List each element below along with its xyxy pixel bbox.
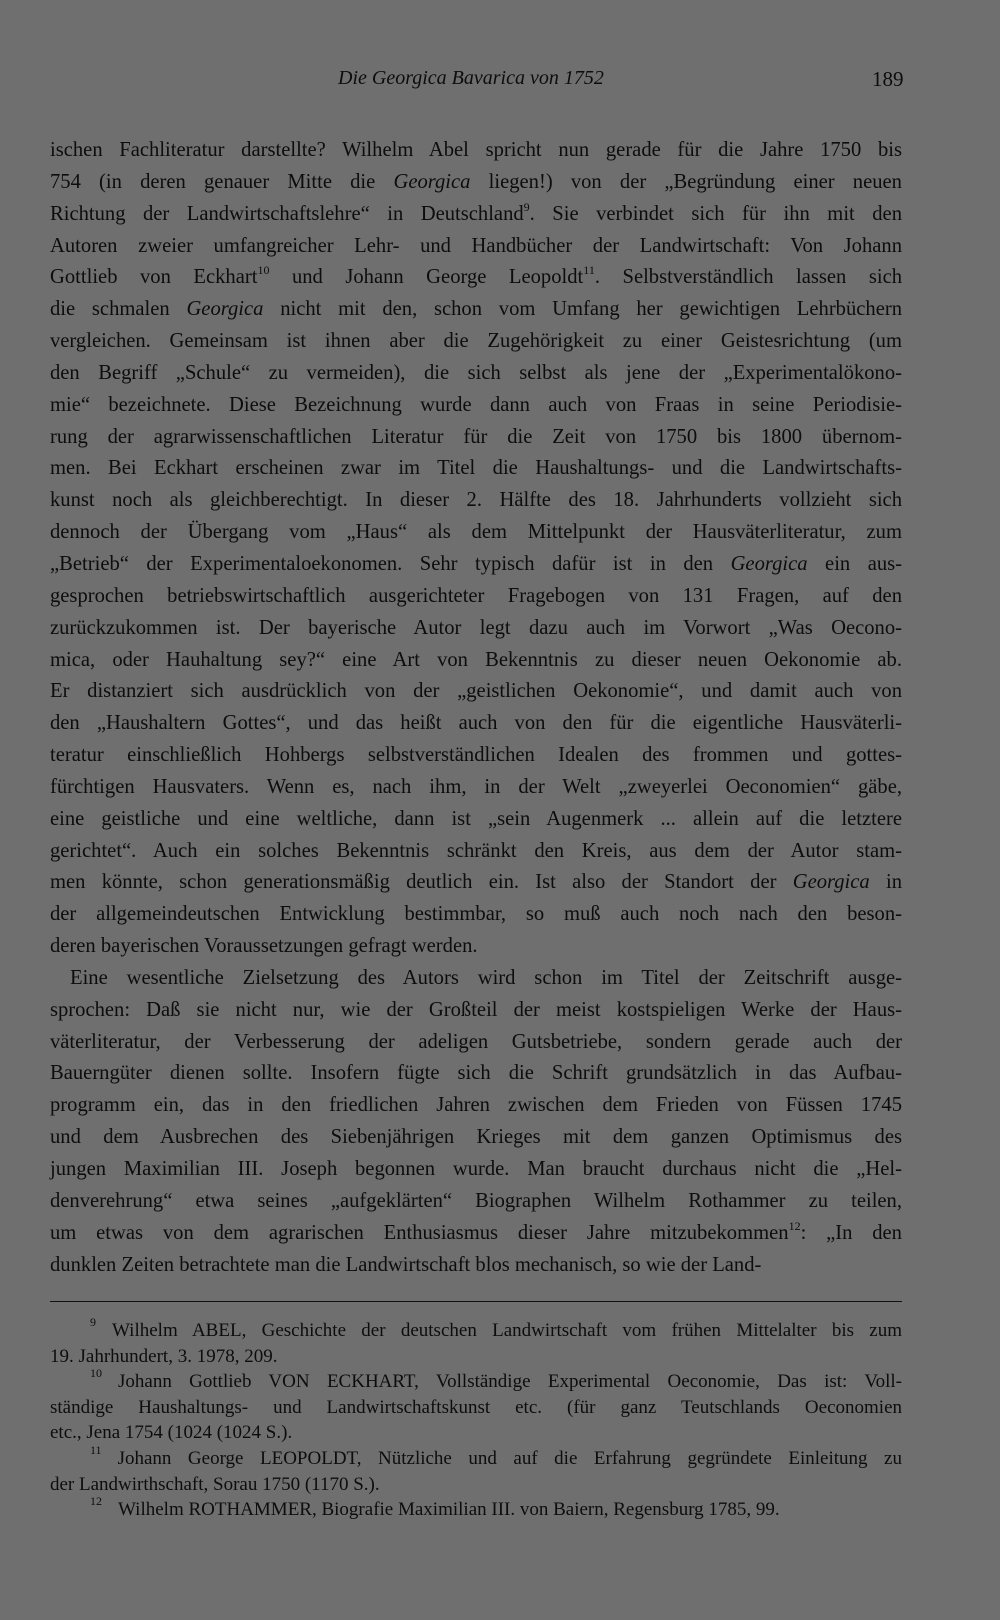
footnote-number: 9	[90, 1315, 96, 1329]
running-head	[0, 63, 1000, 93]
body-line: ischen Fachliteratur darstellte? Wilhelm Abel spricht nun gerade für die Jahre 1750 bis	[50, 139, 902, 161]
body-line: den „Haushaltern Gottes“, und das heißt auch von den für die eigentliche Hausväterli-	[50, 712, 902, 735]
body-line: rung der agrarwissenschaftlichen Literatur für die Zeit von 1750 bis 1800 übernom-	[50, 425, 902, 448]
body-line: dunklen Zeiten betrachtete man die Landwirtschaft blos mechanisch, so wie der Land-	[50, 1253, 762, 1276]
body-text	[50, 135, 902, 1281]
page-number: 189	[872, 67, 904, 91]
body-line: Er distanziert sich ausdrücklich von der „geistlichen Oekonomie“, und damit auch von	[50, 680, 902, 703]
body-line: und dem Ausbrechen des Siebenjährigen Krieges mit dem ganzen Optimismus des	[50, 1126, 902, 1149]
footnotes	[50, 1315, 902, 1523]
footnote-number: 11	[90, 1442, 102, 1457]
body-line: eine geistliche und eine weltliche, dann ist „sein Augenmerk ... allein auf die letztere	[50, 807, 902, 830]
body-line: mie“ bezeichnete. Diese Bezeichnung wurde dann auch von Fraas in seine Periodisie-	[50, 393, 902, 416]
body-line: Eine wesentliche Zielsetzung des Autors wird schon im Titel der Zeitschrift ausge-	[70, 966, 902, 989]
footnote-line: ständige Haushaltungs- und Landwirtschaftskunst etc. (für ganz Teutschlands Oeconomien	[50, 1396, 902, 1418]
body-line: men. Bei Eckhart erscheinen zwar im Titel die Haushaltungs- und die Landwirtschafts-	[50, 457, 902, 480]
body-line: Richtung der Landwirtschaftslehre“ in Deutschland$^9$. Sie verbindet sich für ihn mit den	[50, 199, 902, 225]
body-line: fürchtigen Hausvaters. Wenn es, nach ihm, in der Welt „zweyerlei Oeconomien“ gäbe,	[50, 775, 902, 798]
body-line: Autoren zweier umfangreicher Lehr- und Handbücher der Landwirtschaft: Von Johann	[50, 234, 902, 257]
footnote-line: etc., Jena 1754 (1024 (1024 S.).	[50, 1422, 293, 1444]
body-line: gesprochen betriebswirtschaftlich ausgerichteter Fragebogen von 131 Fragen, auf den	[50, 584, 902, 607]
body-line: die schmalen Georgica nicht mit den, schon vom Umfang her gewichtigen Lehrbüchern	[50, 298, 903, 321]
body-line: „Betrieb“ der Experimentaloekonomen. Sehr typisch dafür ist in den Georgica ein aus-	[50, 552, 903, 575]
footnote-number: 12	[90, 1494, 102, 1509]
footnote-number: 10	[90, 1366, 102, 1381]
body-line: 754 (in deren genauer Mitte die Georgica liegen!) von der „Begründung einer neuen	[50, 170, 902, 193]
body-line: programm ein, das in den friedlichen Jahren zwischen dem Frieden von Füssen 1745	[50, 1094, 902, 1117]
body-line: Bauerngüter dienen sollte. Insofern fügte sich die Schrift grundsätzlich in das Aufbau-	[50, 1062, 902, 1085]
body-line: kunst noch als gleichberechtigt. In dieser 2. Hälfte des 18. Jahrhunderts vollzieht sich	[50, 489, 902, 512]
footnote-line: 19. Jahrhundert, 3. 1978, 209.	[50, 1345, 278, 1367]
body-line: gerichtet“. Auch ein solches Bekenntnis schränkt den Kreis, aus dem der Autor stam-	[50, 839, 902, 862]
footnote-line: $^{10}$ Johann Gottlieb VON ECKHART, Vollständige Experimental Oeconomie, Das ist: Voll-	[90, 1366, 902, 1393]
footnote-line: $^9$ Wilhelm ABEL, Geschichte der deutschen Landwirtschaft vom frühen Mittelalter bis zum	[90, 1315, 902, 1341]
body-line: den Begriff „Schule“ zu vermeiden), die sich selbst als jene der „Experimentalökono-	[50, 361, 902, 384]
body-line: zurückzukommen ist. Der bayerische Autor legt dazu auch im Vorwort „Was Oecono-	[50, 616, 902, 639]
body-line: väterliteratur, der Verbesserung der adeligen Gutsbetriebe, sondern gerade auch der	[50, 1030, 902, 1053]
footnote-line: $^{12}$ Wilhelm ROTHAMMER, Biografie Maximilian III. von Baiern, Regensburg 1785, 99.	[90, 1494, 780, 1521]
body-line: vergleichen. Gemeinsam ist ihnen aber die Zugehörigkeit zu einer Geistesrichtung (um	[50, 330, 902, 353]
body-line: men könnte, schon generationsmäßig deutlich ein. Ist also der Standort der Georgica in	[50, 871, 902, 894]
body-line: der allgemeindeutschen Entwicklung bestimmbar, so muß auch noch nach den beson-	[50, 903, 902, 926]
body-line: Gottlieb von Eckhart$^{10}$ und Johann George Leopoldt$^{11}$. Selbstverständlich lassen sich	[50, 263, 903, 289]
body-line: deren bayerischen Voraussetzungen gefragt werden.	[50, 935, 478, 958]
body-line: dennoch der Übergang vom „Haus“ als dem Mittelpunkt der Hausväterliteratur, zum	[50, 521, 902, 544]
running-title: Die Georgica Bavarica von 1752	[338, 67, 604, 89]
body-line: mica, oder Hauhaltung sey?“ eine Art von Bekenntnis zu dieser neuen Oekonomie ab.	[50, 648, 902, 671]
footnote-line: $^{11}$ Johann George LEOPOLDT, Nützliche und auf die Erfahrung gegründete Einleitung zu	[90, 1442, 902, 1469]
body-line: teratur einschließlich Hohbergs selbstverständlichen Idealen des frommen und gottes-	[50, 744, 902, 767]
body-line: sprochen: Daß sie nicht nur, wie der Großteil der meist kostspieligen Werke der Haus-	[50, 998, 902, 1021]
footnote-line: der Landwirthschaft, Sorau 1750 (1170 S.).	[50, 1473, 380, 1495]
footnote-rule	[50, 1301, 902, 1302]
body-line: jungen Maximilian III. Joseph begonnen wurde. Man braucht durchaus nicht die „Hel-	[50, 1158, 902, 1180]
body-line: denverehrung“ etwa seines „aufgeklärten“ Biographen Wilhelm Rothammer zu teilen,	[50, 1189, 902, 1212]
body-line: um etwas von dem agrarischen Enthusiasmus dieser Jahre mitzubekommen$^{12}$: „In den	[50, 1218, 902, 1244]
